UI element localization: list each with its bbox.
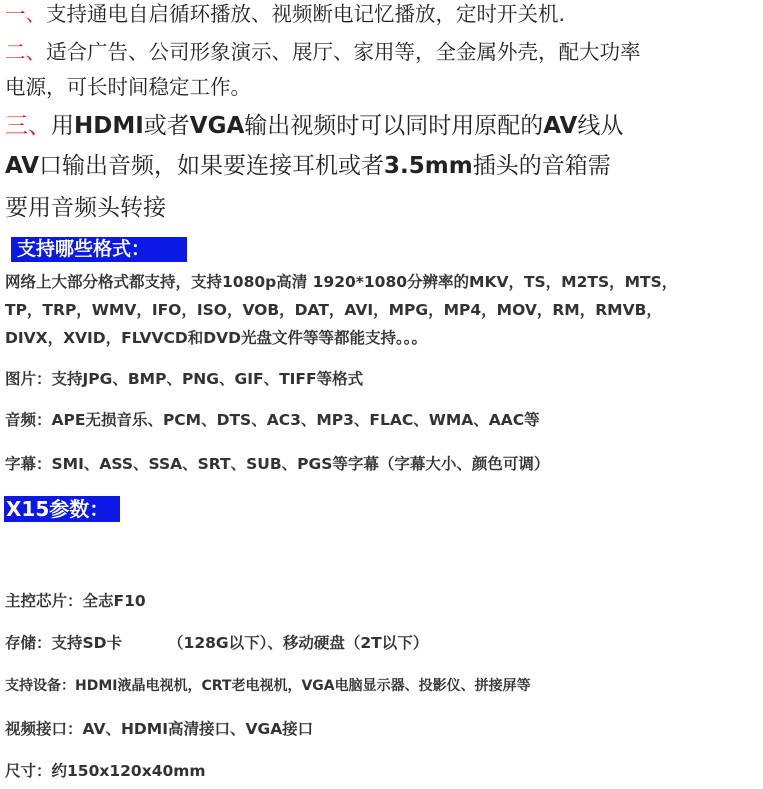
picture-formats: 图片：支持JPG、BMP、PNG、GIF、TIFF等格式 bbox=[5, 370, 364, 388]
item-text: 或者 bbox=[143, 113, 190, 139]
item-text: 口输出音频，如果要连接耳机或者 bbox=[39, 153, 385, 179]
audio-formats: 音频：APE无损音乐、PCM、DTS、AC3、MP3、FLAC、WMA、AAC等 bbox=[5, 411, 540, 429]
feature-item-2-cont bbox=[5, 75, 251, 100]
item-text: 支持通电自启循环播放、视频断电记忆播放，定时开关机. bbox=[46, 2, 566, 26]
storage-label: 存储：支持SD卡 bbox=[5, 634, 123, 652]
vga-text: VGA bbox=[189, 113, 245, 139]
item-number: 一、 bbox=[5, 2, 46, 26]
ports-spec: 视频接口：AV、HDMI高清接口、VGA接口 bbox=[5, 720, 314, 738]
item-text: 电源，可长时间稳定工作。 bbox=[5, 75, 251, 99]
subtitle-formats: 字幕：SMI、ASS、SSA、SRT、SUB、PGS等字幕（字幕大小、颜色可调） bbox=[5, 455, 550, 473]
video-formats-line-2: TP，TRP，WMV，IFO，ISO，VOB，DAT，AVI，MPG，MP4，MOV，RM，RMVB， bbox=[5, 301, 662, 319]
devices-spec: 支持设备：HDMI液晶电视机，CRT老电视机，VGA电脑显示器、投影仪、拼接屏等 bbox=[5, 678, 531, 694]
plug-size-text: 3.5mm bbox=[384, 153, 473, 179]
item-text: 用 bbox=[51, 113, 74, 139]
item-text: 插头的音箱需 bbox=[472, 153, 611, 179]
video-formats-line-1: 网络上大部分格式都支持，支持1080p高清 1920*1080分辨率的MKV，TS，M2TS，MTS， bbox=[5, 273, 678, 291]
item-text: 要用音频头转接 bbox=[5, 195, 166, 221]
formats-heading: 支持哪些格式： bbox=[11, 237, 187, 262]
chip-spec: 主控芯片：全志F10 bbox=[5, 592, 146, 610]
feature-item-1 bbox=[5, 2, 565, 27]
item-text: 适合广告、公司形象演示、展厅、家用等，全金属外壳，配大功率 bbox=[46, 40, 641, 64]
item-number: 三、 bbox=[5, 113, 51, 139]
item-text: 输出视频时可以同时用原配的 bbox=[244, 113, 544, 139]
params-heading: X15参数： bbox=[4, 496, 120, 522]
feature-item-2 bbox=[5, 40, 641, 65]
av-text: AV bbox=[5, 153, 40, 179]
storage-value: （128G以下）、移动硬盘（2T以下） bbox=[168, 634, 429, 652]
item-number: 二、 bbox=[5, 40, 46, 64]
av-text: AV bbox=[543, 113, 578, 139]
feature-item-3 bbox=[5, 112, 623, 141]
hdmi-text: HDMI bbox=[74, 113, 144, 139]
size-spec: 尺寸：约150x120x40mm bbox=[5, 762, 206, 780]
item-text: 线从 bbox=[577, 113, 624, 139]
storage-spec bbox=[5, 631, 428, 653]
feature-item-3-cont bbox=[5, 152, 611, 181]
feature-item-3-cont2 bbox=[5, 194, 166, 223]
video-formats-line-3: DIVX，XVID，FLVVCD和DVD光盘文件等等都能支持。。。 bbox=[5, 329, 427, 347]
